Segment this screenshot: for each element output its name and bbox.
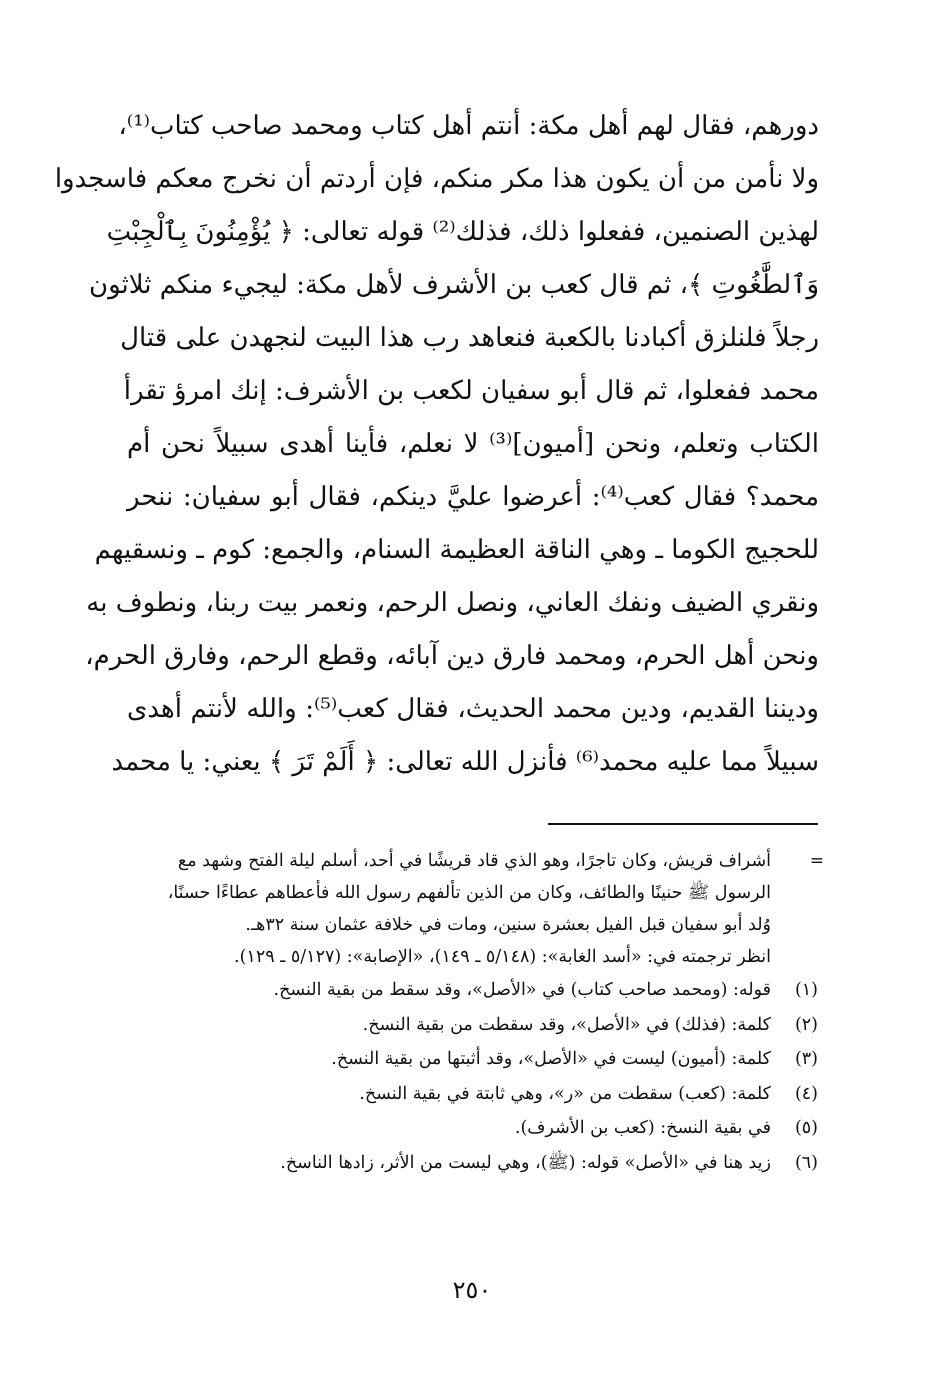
main-text-line: للحجيج الكوما ـ وهي الناقة العظيمة السنام، والجمع: كوم ـ ونسقيهم [94,535,819,565]
continuation-marker: = [809,851,824,871]
main-text-line: محمد ففعلوا، ثم قال أبو سفيان لكعب بن الأشرف: إنك امرؤ تقرأ [123,376,819,406]
footnote-text: كلمة: (كعب) سقطت من «ر»، وهي ثابتة في بقية النسخ. [359,1083,771,1104]
footnote-text: كلمة: (فذلك) في «الأصل»، وقد سقطت من بقية النسخ. [362,1014,771,1035]
footnote-text: زيد هنا في «الأصل» قوله: (ﷺ)، وهي ليست من الأثر، زادها الناسخ. [280,1152,771,1173]
footnote-continuation-line: انظر ترجمته في: «أسد الغابة»: (٥/١٤٨ ـ ١٤٩)، «الإصابة»: (٥/١٢٧ ـ ١٢٩). [234,947,771,967]
footnote-item [118,1146,818,1181]
main-text-line: سبيلاً مما عليه محمد⁽⁶⁾ فأنزل الله تعالى: ﴿ أَلَمْ تَرَ ﴾ يعني: يا محمد [111,747,819,777]
footnote-number: (٢) [794,1014,818,1035]
page-number: ٢٥٠ [452,1276,492,1304]
main-text-line: ونقري الضيف ونفك العاني، ونصل الرحم، ونعمر بيت ربنا، ونطوف به [86,588,819,618]
main-text-line: محمد؟ فقال كعب⁽⁴⁾: أعرضوا عليَّ دينكم، فقال أبو سفيان: ننحر [127,482,819,512]
main-text-body [54,100,820,789]
footnote-number: (١) [794,980,818,1000]
main-text-line: رجلاً فلنلزق أكبادنا بالكعبة فنعاهد رب هذا البيت لنجهدن على قتال [120,323,819,353]
footnote-item [118,1042,818,1077]
footnote-number: (٣) [794,1049,818,1069]
footnote-continuation-line: أشراف قريش، وكان تاجرًا، وهو الذي قاد قريشًا في أحد، أسلم ليلة الفتح وشهد مع [177,851,771,871]
footnote-continuation-line: وُلد أبو سفيان قبل الفيل بعشرة سنين، ومات في خلافة عثمان سنة ٣٢هـ. [245,915,771,935]
footnote-item [118,1008,818,1043]
footnote-text: كلمة: (أميون) ليست في «الأصل»، وقد أثبتها من بقية النسخ. [331,1049,771,1069]
footnote-number: (٦) [794,1152,818,1173]
footnote-text: قوله: (ومحمد صاحب كتاب) في «الأصل»، وقد سقط من بقية النسخ. [273,980,771,1000]
footnote-number: (٥) [794,1118,818,1138]
main-text-line: وديننا القديم، ودين محمد الحديث، فقال كعب⁽⁵⁾: والله لأنتم أهدى [127,694,819,724]
footnote-text: في بقية النسخ: (كعب بن الأشرف). [514,1118,771,1138]
footnote-continuation-line: الرسول ﷺ حنينًا والطائف، وكان من الذين تألفهم رسول الله فأعطاهم عطاءًا حسنًا، [167,883,771,903]
main-text-line: ولا نأمن من أن يكون هذا مكر منكم، فإن أردتم أن نخرج معكم فاسجدوا [54,164,819,194]
footnote-item [118,973,818,1008]
footnote-item [118,1077,818,1112]
main-text-line: دورهم، فقال لهم أهل مكة: أنتم أهل كتاب ومحمد صاحب كتاب⁽¹⁾، [118,111,819,141]
main-text-line: لهذين الصنمين، ففعلوا ذلك، فذلك⁽²⁾ قوله تعالى: ﴿ يُؤْمِنُونَ بِٱلْجِبْتِ [106,217,819,247]
footnotes-section [118,845,824,1180]
footnote-separator [548,823,818,825]
main-text-line: ونحن أهل الحرم، ومحمد فارق دين آبائه، وقطع الرحم، وفارق الحرم، [85,641,819,671]
main-text-line: الكتاب وتعلم، ونحن [أميون]⁽³⁾ لا نعلم، فأينا أهدى سبيلاً نحن أم [127,429,820,459]
footnote-number: (٤) [794,1083,818,1104]
footnote-item [118,1111,818,1146]
main-text-line: وَٱلطَّٰغُوتِ ﴾، ثم قال كعب بن الأشرف لأهل مكة: ليجيء منكم ثلاثون [88,270,819,300]
footnote-continuation [118,845,824,973]
